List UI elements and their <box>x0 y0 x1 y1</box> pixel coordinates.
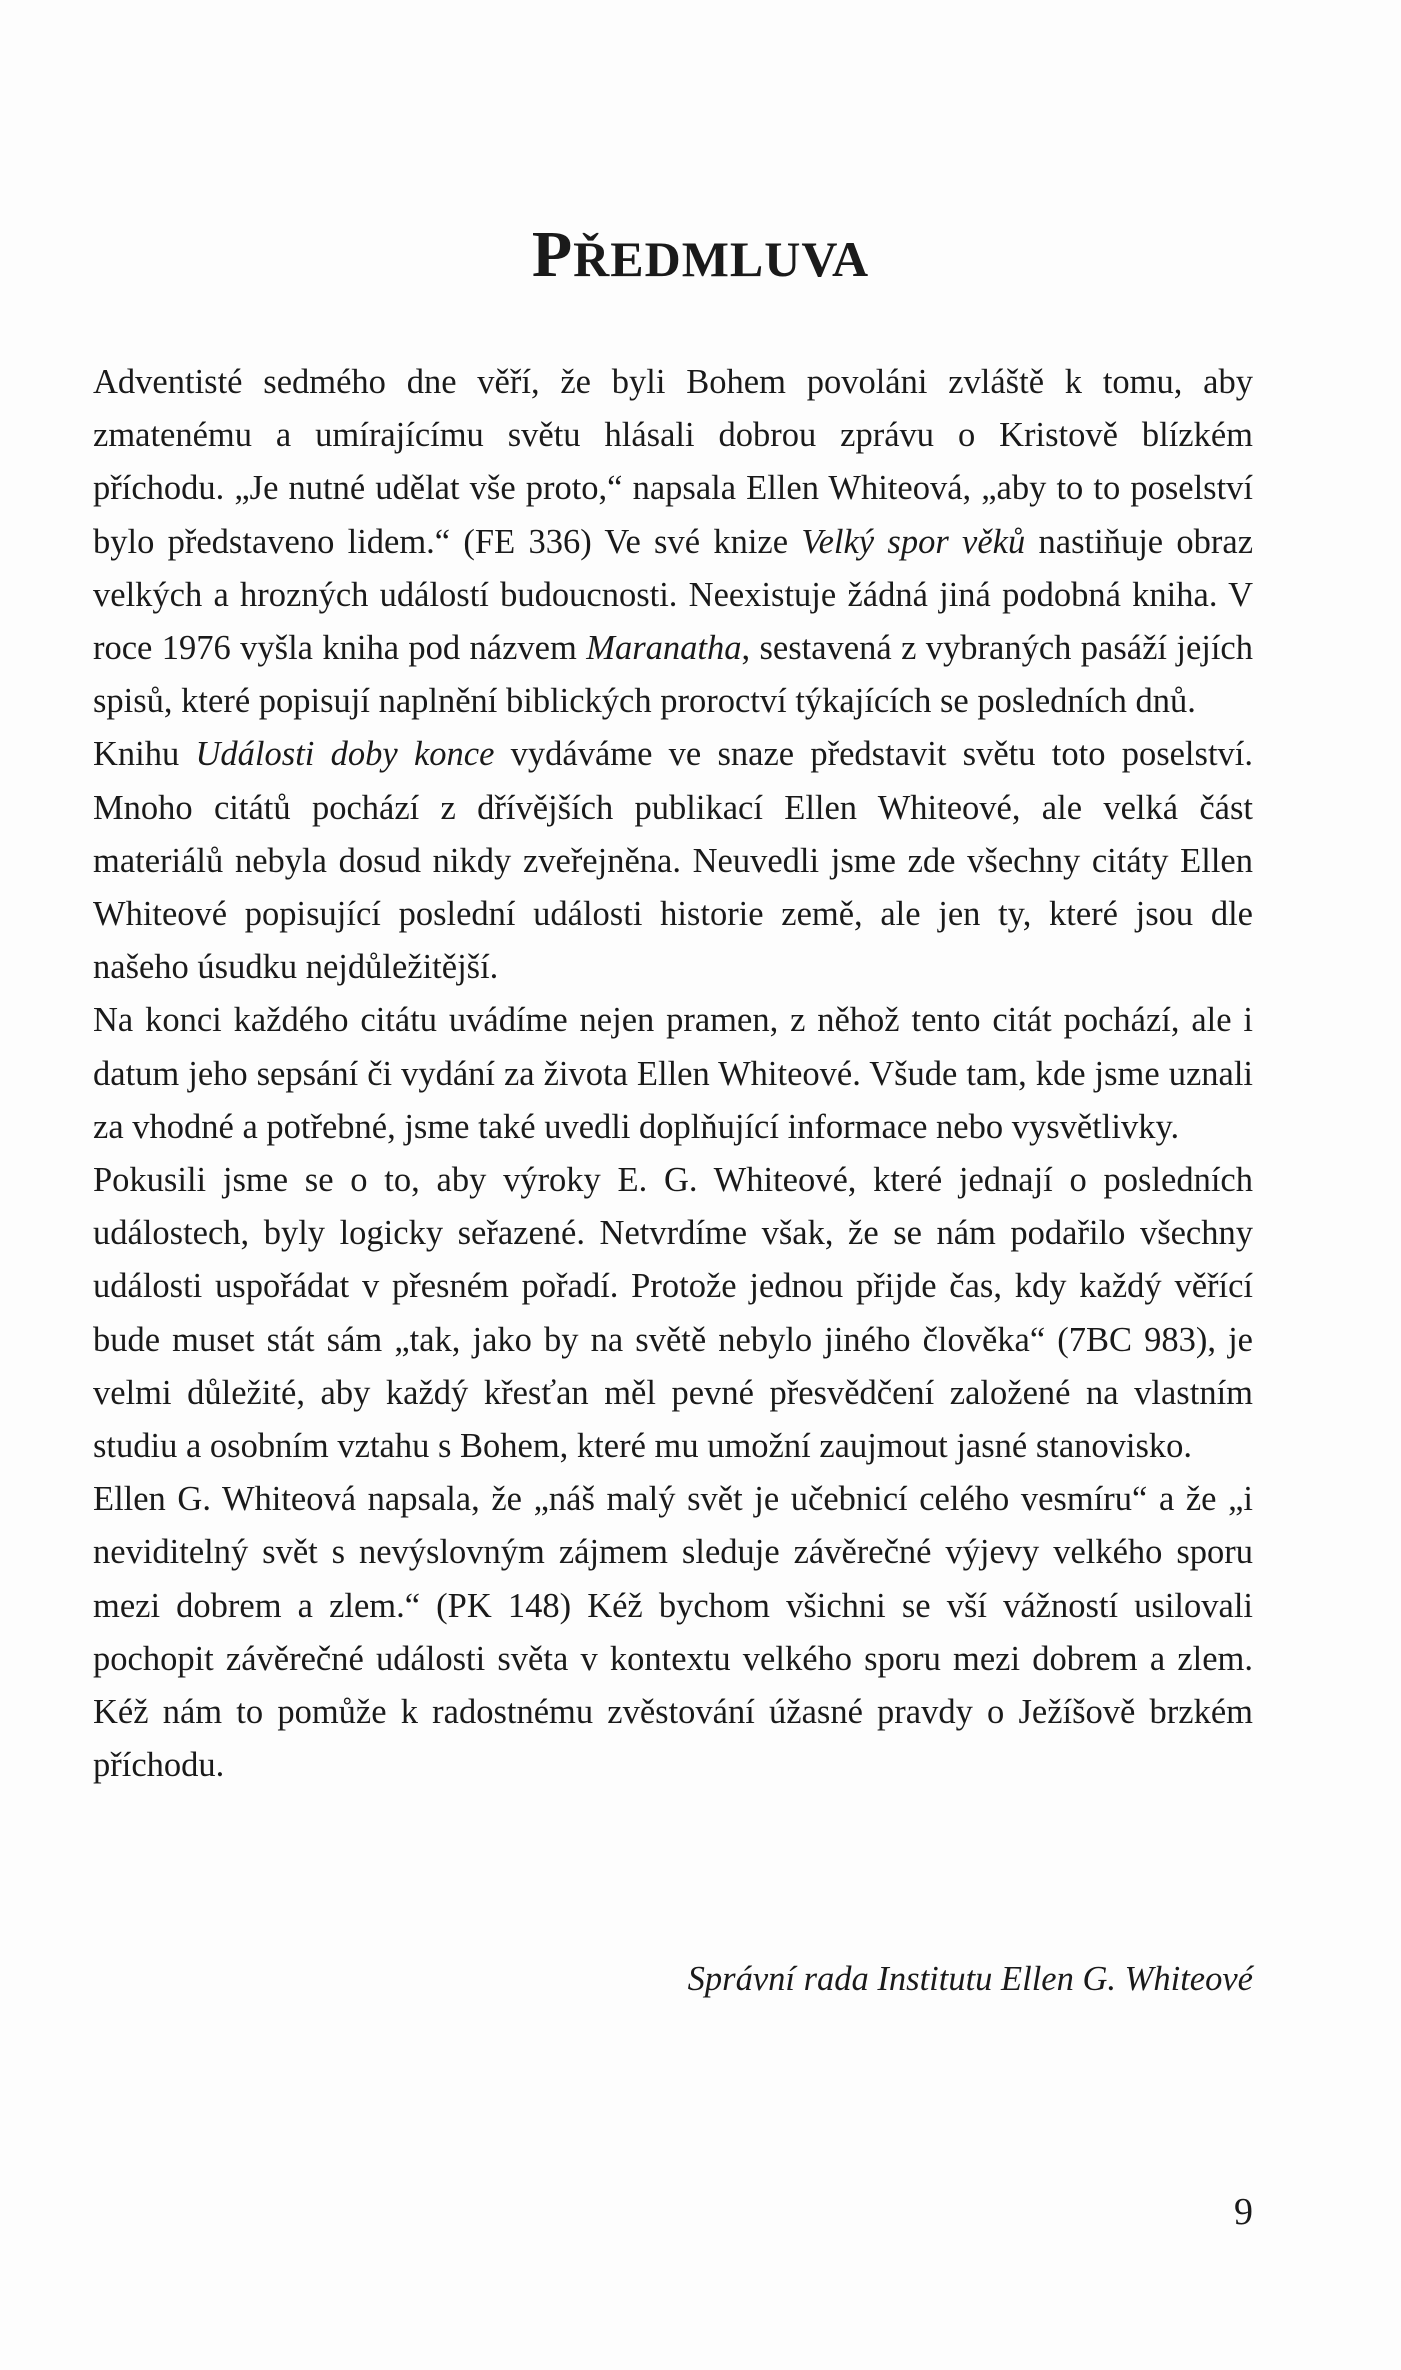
paragraph-3 <box>93 994 1253 1154</box>
paragraph-5 <box>93 1473 1253 1792</box>
preface-body <box>93 356 1253 1792</box>
paragraph-1-text-a: Adventisté sedmého dne věří, že byli Bohem povoláni zvláště k tomu, aby zmatenému a umírajícímu světu hlásali dobrou zprávu o Kristově blízkém příchodu. „Je nutné udělat vše proto,“ napsala Ellen Whiteová, „aby to to poselství bylo představeno lidem.“ (FE 336) Ve své knize <box>93 363 1253 561</box>
paragraph-1-book-title-maranatha: Maranatha <box>586 629 742 668</box>
paragraph-3-text: Na konci každého citátu uvádíme nejen pramen, z něhož tento citát pochází, ale i datum jeho sepsání či vydání za života Ellen Whiteové. Všude tam, kde jsme uznali za vhodné a potřebné, jsme také uvedli doplňující informace nebo vysvětlivky. <box>93 1001 1253 1146</box>
paragraph-1-text-b: nastiňuje obraz velkých a hrozných událostí budoucnosti. Neexistuje žádná jiná podobná kniha. V roce 1976 vyšla kniha pod názvem <box>93 522 1254 668</box>
paragraph-1 <box>93 356 1253 728</box>
paragraph-2-text-b: vydáváme ve snaze představit světu toto poselství. Mnoho citátů pochází z dřívějších publikací Ellen Whiteové, ale velká část materiálů nebyla dosud nikdy zveřejněna. Neuvedli jsme zde všechny citáty Ellen Whiteové popisující poslední události historie země, ale jen ty, které jsou dle našeho úsudku nejdůležitější. <box>93 735 1253 987</box>
paragraph-4 <box>93 1154 1253 1473</box>
page-title <box>0 218 1401 291</box>
paragraph-1-book-title-velky-spor: Velký spor věků <box>801 522 1026 561</box>
paragraph-2-book-title: Události doby konce <box>195 735 495 774</box>
paragraph-2 <box>93 728 1253 994</box>
paragraph-5-text: Ellen G. Whiteová napsala, že „náš malý svět je učebnicí celého vesmíru“ a že „i neviditelný svět s nevýslovným zájmem sleduje závěrečné výjevy velkého sporu mezi dobrem a zlem.“ (PK 148) Kéž bychom všichni se vší vážností usilovali pochopit závěrečné události světa v kontextu velkého sporu mezi dobrem a zlem. Kéž nám to pomůže k radostnému zvěstování úžasné pravdy o Ježíšově brzkém příchodu. <box>93 1480 1253 1785</box>
paragraph-2-text-a: Knihu <box>93 735 196 774</box>
paragraph-4-text: Pokusili jsme se o to, aby výroky E. G. Whiteové, které jednají o posledních událostech, byly logicky seřazené. Netvrdíme však, že se nám podařilo všechny události uspořádat v přesném pořadí. Protože jednou přijde čas, kdy každý věřící bude muset stát sám „tak, jako by na světě nebylo jiného člověka“ (7BC 983), je velmi důležité, aby každý křesťan měl pevné přesvědčení založené na vlastním studiu a osobním vztahu s Bohem, které mu umožní zaujmout jasné stanovisko. <box>93 1161 1253 1466</box>
paragraph-1-text-c: , sestavená z vybraných pasáží jejích spisů, které popisují naplnění biblických proroctví týkajících se posledních dnů. <box>93 629 1253 721</box>
title-rest: ŘEDMLUVA <box>573 231 870 287</box>
title-first-letter: P <box>531 218 574 291</box>
signature: Správní rada Institutu Ellen G. Whiteové <box>687 1960 1253 1998</box>
page-number: 9 <box>1234 2191 1253 2233</box>
